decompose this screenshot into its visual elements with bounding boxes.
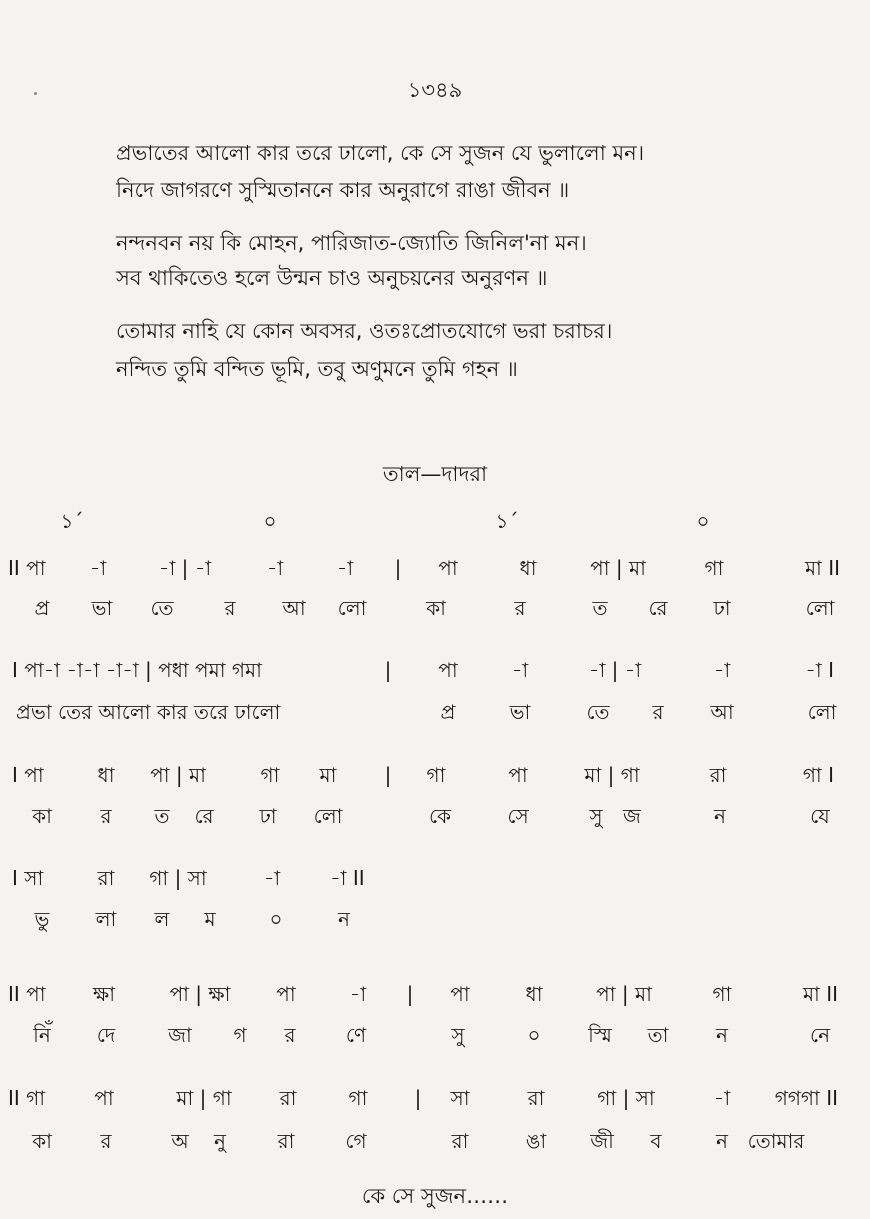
swara-cell: -া | -া bbox=[588, 658, 642, 682]
lyric-line: নন্দনবন নয় কি মোহন, পারিজাত-জ্যোতি জিনিল'না মন। bbox=[116, 231, 587, 255]
swara-cell: গা | সা bbox=[597, 1086, 655, 1110]
swara-cell: -া bbox=[349, 982, 367, 1006]
syllable-cell: র bbox=[284, 1023, 296, 1047]
syllable-cell: সু bbox=[451, 1023, 465, 1047]
swara-cell: ধা bbox=[525, 982, 543, 1006]
swara-cell: গা bbox=[426, 763, 446, 787]
syllable-cell: অ bbox=[171, 1129, 189, 1153]
swara-row bbox=[0, 1084, 870, 1114]
swara-cell: গা I bbox=[802, 763, 834, 787]
swara-cell: পা bbox=[508, 763, 528, 787]
swara-cell: সা bbox=[450, 1086, 470, 1110]
swara-cell: পা bbox=[276, 982, 296, 1006]
syllable-cell: নে bbox=[809, 1023, 831, 1047]
swara-cell: পা | মা bbox=[150, 763, 206, 787]
syllable-cell: লা bbox=[95, 907, 117, 931]
swara-cell: মা II bbox=[802, 982, 838, 1006]
swara-cell: | bbox=[406, 982, 414, 1006]
lyric-line: নন্দিত তুমি বন্দিত ভূমি, তবু অণুমনে তুমি গহন ॥ bbox=[116, 357, 518, 381]
swara-cell: I পা-া -া-া -া-া | পধা পমা গমা bbox=[12, 658, 262, 682]
syllable-cell: ত bbox=[154, 804, 170, 828]
tala-mark: ০ bbox=[696, 509, 710, 533]
swara-cell: পা bbox=[450, 982, 470, 1006]
swara-cell: রা bbox=[279, 1086, 297, 1110]
syllable-cell: ণে bbox=[345, 1023, 367, 1047]
swara-cell: -া bbox=[713, 658, 731, 682]
syllable-cell: যে bbox=[810, 804, 830, 828]
syllable-cell: ০ bbox=[527, 1023, 541, 1047]
syllable-cell: ঢা bbox=[713, 596, 731, 620]
syllable-cell: লো bbox=[337, 596, 367, 620]
swara-cell: | bbox=[384, 763, 392, 787]
swara-cell: II গা bbox=[8, 1086, 46, 1110]
syllable-cell: রে bbox=[194, 804, 214, 828]
syllable-cell: লো bbox=[807, 700, 837, 724]
swara-cell: -া bbox=[336, 556, 354, 580]
swara-cell: পা | মা bbox=[596, 982, 652, 1006]
syllable-cell: ন bbox=[716, 1023, 728, 1047]
continuation-text: কে সে সুজন…… bbox=[361, 1184, 509, 1208]
syllable-row bbox=[0, 802, 870, 832]
syllable-row bbox=[0, 1021, 870, 1051]
syllable-cell: রা bbox=[451, 1129, 469, 1153]
syllable-cell: সু bbox=[589, 804, 603, 828]
syllable-cell: সে bbox=[507, 804, 529, 828]
syllable-cell: ন bbox=[716, 1129, 728, 1153]
syllable-row bbox=[0, 698, 870, 728]
syllable-cell: নিঁ bbox=[33, 1023, 51, 1047]
tala-mark: ১´ bbox=[495, 509, 519, 533]
swara-cell: পা bbox=[438, 556, 458, 580]
syllable-cell: গে bbox=[345, 1129, 367, 1153]
syllable-row bbox=[0, 594, 870, 624]
syllable-cell: ন bbox=[338, 907, 350, 931]
swara-cell: পা | মা bbox=[590, 556, 646, 580]
syllable-cell: জ bbox=[623, 804, 641, 828]
swara-row bbox=[0, 554, 870, 584]
swara-row bbox=[0, 761, 870, 791]
swara-cell: গা bbox=[712, 982, 732, 1006]
syllable-cell: প্র bbox=[34, 596, 50, 620]
swara-cell: মা | গা bbox=[584, 763, 640, 787]
swara-cell: মা | গা bbox=[176, 1086, 232, 1110]
syllable-cell: ভু bbox=[34, 907, 50, 931]
syllable-cell: র bbox=[100, 1129, 112, 1153]
swara-cell: -া bbox=[713, 1086, 731, 1110]
swara-cell: মা bbox=[319, 763, 337, 787]
syllable-cell: ন bbox=[714, 804, 726, 828]
swara-cell: | bbox=[394, 556, 402, 580]
tala-mark: ০ bbox=[263, 509, 277, 533]
syllable-cell: ভা bbox=[91, 596, 113, 620]
syllable-cell: দে bbox=[96, 1023, 116, 1047]
swara-cell: -া II bbox=[330, 866, 365, 890]
syllable-cell: রে bbox=[648, 596, 668, 620]
swara-row bbox=[0, 656, 870, 686]
swara-cell: -া | -া bbox=[158, 556, 212, 580]
syllable-cell: ল bbox=[154, 907, 170, 931]
syllable-cell: নু bbox=[214, 1129, 226, 1153]
syllable-cell: লো bbox=[313, 804, 343, 828]
syllable-cell: তে bbox=[586, 700, 610, 724]
syllable-row bbox=[0, 1127, 870, 1157]
syllable-cell: ম bbox=[204, 907, 216, 931]
swara-cell: ধা bbox=[97, 763, 115, 787]
syllable-cell: লো bbox=[805, 596, 835, 620]
syllable-cell: প্রভা তের আলো কার তরে ঢালো bbox=[16, 700, 281, 724]
swara-cell: -া bbox=[263, 866, 281, 890]
swara-cell: | bbox=[384, 658, 392, 682]
syllable-cell: রা bbox=[277, 1129, 295, 1153]
swara-cell: রা bbox=[527, 1086, 545, 1110]
swara-cell: রা bbox=[709, 763, 727, 787]
swara-cell: গা bbox=[704, 556, 724, 580]
syllable-cell: স্মি bbox=[588, 1023, 612, 1047]
swara-row bbox=[0, 864, 870, 894]
swara-cell: রা bbox=[97, 866, 115, 890]
page-number: ১৩৪৯ bbox=[407, 78, 463, 102]
swara-cell: -া bbox=[89, 556, 107, 580]
lyric-line: সব থাকিতেও হলে উন্মন চাও অনুচয়নের অনুরণন ॥ bbox=[116, 266, 548, 290]
syllable-cell: প্র bbox=[440, 700, 456, 724]
swara-cell: II পা bbox=[8, 556, 46, 580]
swara-cell: | bbox=[414, 1086, 422, 1110]
swara-cell: গা bbox=[260, 763, 280, 787]
syllable-cell: কা bbox=[426, 596, 446, 620]
swara-cell: II পা bbox=[8, 982, 46, 1006]
swara-row bbox=[0, 980, 870, 1010]
swara-cell: গগগা II bbox=[774, 1086, 838, 1110]
syllable-cell: কা bbox=[32, 1129, 52, 1153]
lyric-line: প্রভাতের আলো কার তরে ঢালো, কে সে সুজন যে ভুলালো মন। bbox=[116, 141, 645, 165]
tala-heading: তাল—দাদরা bbox=[382, 462, 488, 486]
syllable-cell: র bbox=[514, 596, 526, 620]
syllable-cell: র bbox=[652, 700, 664, 724]
syllable-cell: জী bbox=[590, 1129, 614, 1153]
swara-cell: পা bbox=[94, 1086, 114, 1110]
swara-cell: পা bbox=[438, 658, 458, 682]
swara-cell: গা bbox=[348, 1086, 368, 1110]
swara-cell: ক্ষা bbox=[92, 982, 116, 1006]
syllable-cell: তা bbox=[647, 1023, 669, 1047]
swara-cell: পা | ক্ষা bbox=[169, 982, 231, 1006]
swara-cell: -া bbox=[511, 658, 529, 682]
syllable-cell: ভা bbox=[509, 700, 531, 724]
syllable-cell: আ bbox=[282, 596, 306, 620]
syllable-cell: জা bbox=[168, 1023, 192, 1047]
lyric-line: তোমার নাহি যে কোন অবসর, ওতঃপ্রোতযোগে ভরা চরাচর। bbox=[116, 319, 613, 343]
syllable-cell: ঙা bbox=[525, 1129, 547, 1153]
syllable-cell: কে bbox=[428, 804, 452, 828]
syllable-cell: ঢা bbox=[259, 804, 277, 828]
swara-cell: -া bbox=[266, 556, 284, 580]
syllable-cell: ব bbox=[650, 1129, 662, 1153]
syllable-cell: গ bbox=[233, 1023, 247, 1047]
syllable-cell: র bbox=[224, 596, 236, 620]
tala-marks bbox=[0, 507, 870, 537]
swara-cell: I সা bbox=[12, 866, 44, 890]
syllable-cell: র bbox=[100, 804, 112, 828]
swara-cell: গা | সা bbox=[149, 866, 207, 890]
syllable-row bbox=[0, 905, 870, 935]
syllable-cell: ত bbox=[592, 596, 608, 620]
lyric-line: নিদে জাগরণে সুস্মিতাননে কার অনুরাগে রাঙা জীবন ॥ bbox=[116, 178, 570, 202]
syllable-cell: আ bbox=[710, 700, 734, 724]
syllable-cell: ০ bbox=[269, 907, 283, 931]
syllable-cell: কা bbox=[32, 804, 52, 828]
syllable-cell: তে bbox=[150, 596, 174, 620]
syllable-cell: তোমার bbox=[747, 1129, 805, 1153]
tala-mark: ১´ bbox=[60, 509, 84, 533]
swara-cell: ধা bbox=[519, 556, 537, 580]
swara-cell: মা II bbox=[804, 556, 840, 580]
swara-cell: -া I bbox=[805, 658, 834, 682]
swara-cell: I পা bbox=[12, 763, 44, 787]
